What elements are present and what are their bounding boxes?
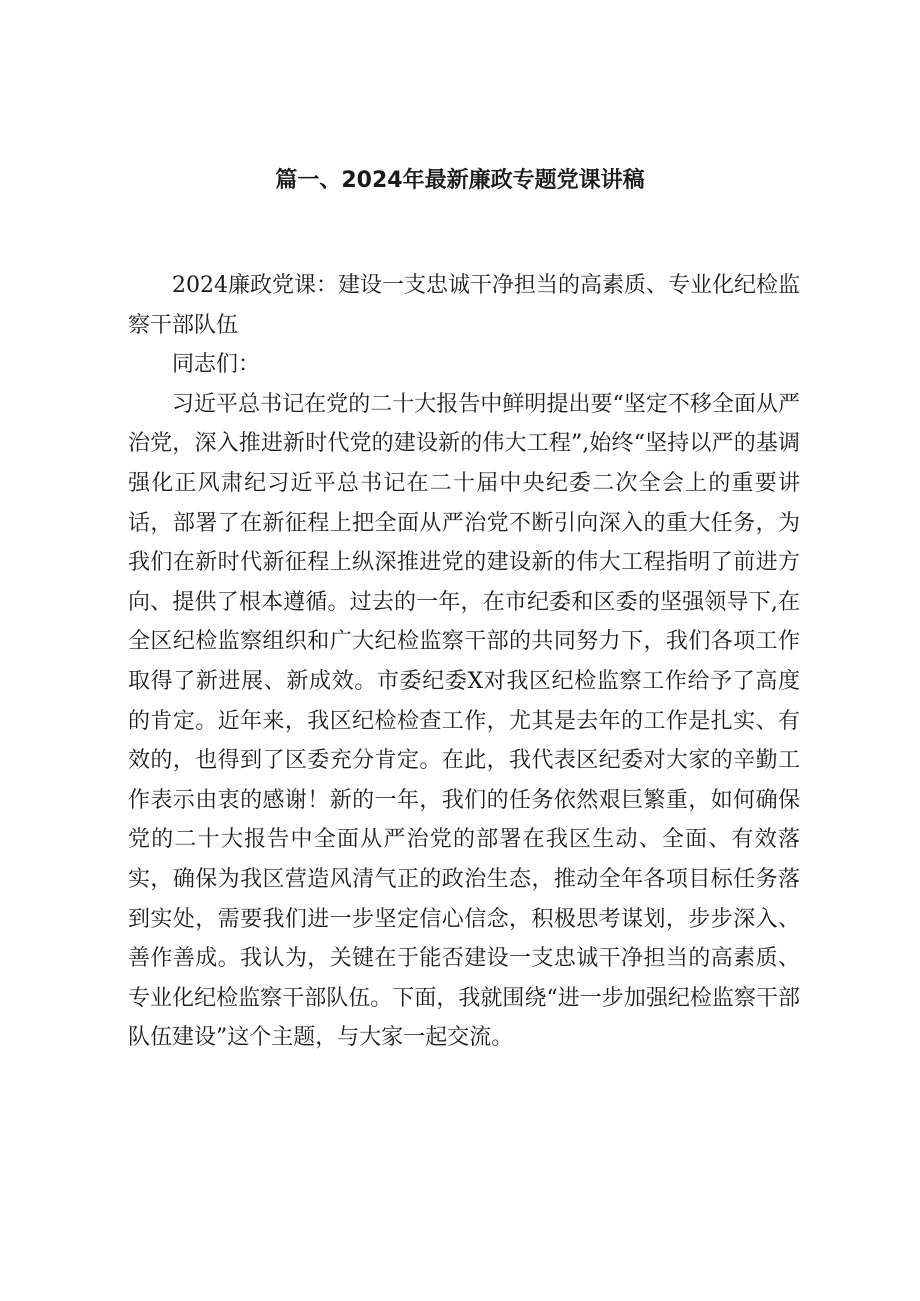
salutation: 同志们：: [172, 352, 261, 378]
body-paragraph: 习近平总书记在党的二十大报告中鲜明提出要“坚定不移全面从严治党，深入推进新时代党的建设新的伟大工程”,始终“坚持以严的基调强化正风肃纪习近平总书记在二十届中央纪委二次全会上的重要讲话，部署了在新征程上把全面从严治党不断引向深入的重大任务，为我们在新时代新征程上纵深推进党的建设新的伟大工程指明了前进方向、提供了根本遵循。过去的一年，在市纪委和区委的坚强领导下,在全区纪检监察组织和广大纪检监察干部的共同努力下，我们各项工作取得了新进展、新成效。市委纪委X对我区纪检监察工作给予了高度的肯定。近年来，我区纪检检查工作，尤其是去年的工作是扎实、有效的，也得到了区委充分肯定。在此，我代表区纪委对大家的辛勤工作表示由衷的感谢！新的一年，我们的任务依然艰巨繁重，如何确保党的二十大报告中全面从严治党的部署在我区生动、全面、有效落实，确保为我区营造风清气正的政治生态，推动全年各项目标任务落到实处，需要我们进一步坚定信心信念，积极思考谋划，步步深入、善作善成。我认为，关键在于能否建设一支忠诚干净担当的高素质、专业化纪检监察干部队伍。下面，我就围绕“进一步加强纪检监察干部队伍建设”这个主题，与大家一起交流。: [128, 391, 800, 1051]
document-title: 篇一、2024年最新廉政专题党课讲稿: [275, 168, 645, 193]
document-body: [128, 266, 800, 1058]
subtitle-paragraph: 2024廉政党课：建设一支忠诚干净担当的高素质、专业化纪检监察干部队伍: [128, 273, 800, 338]
